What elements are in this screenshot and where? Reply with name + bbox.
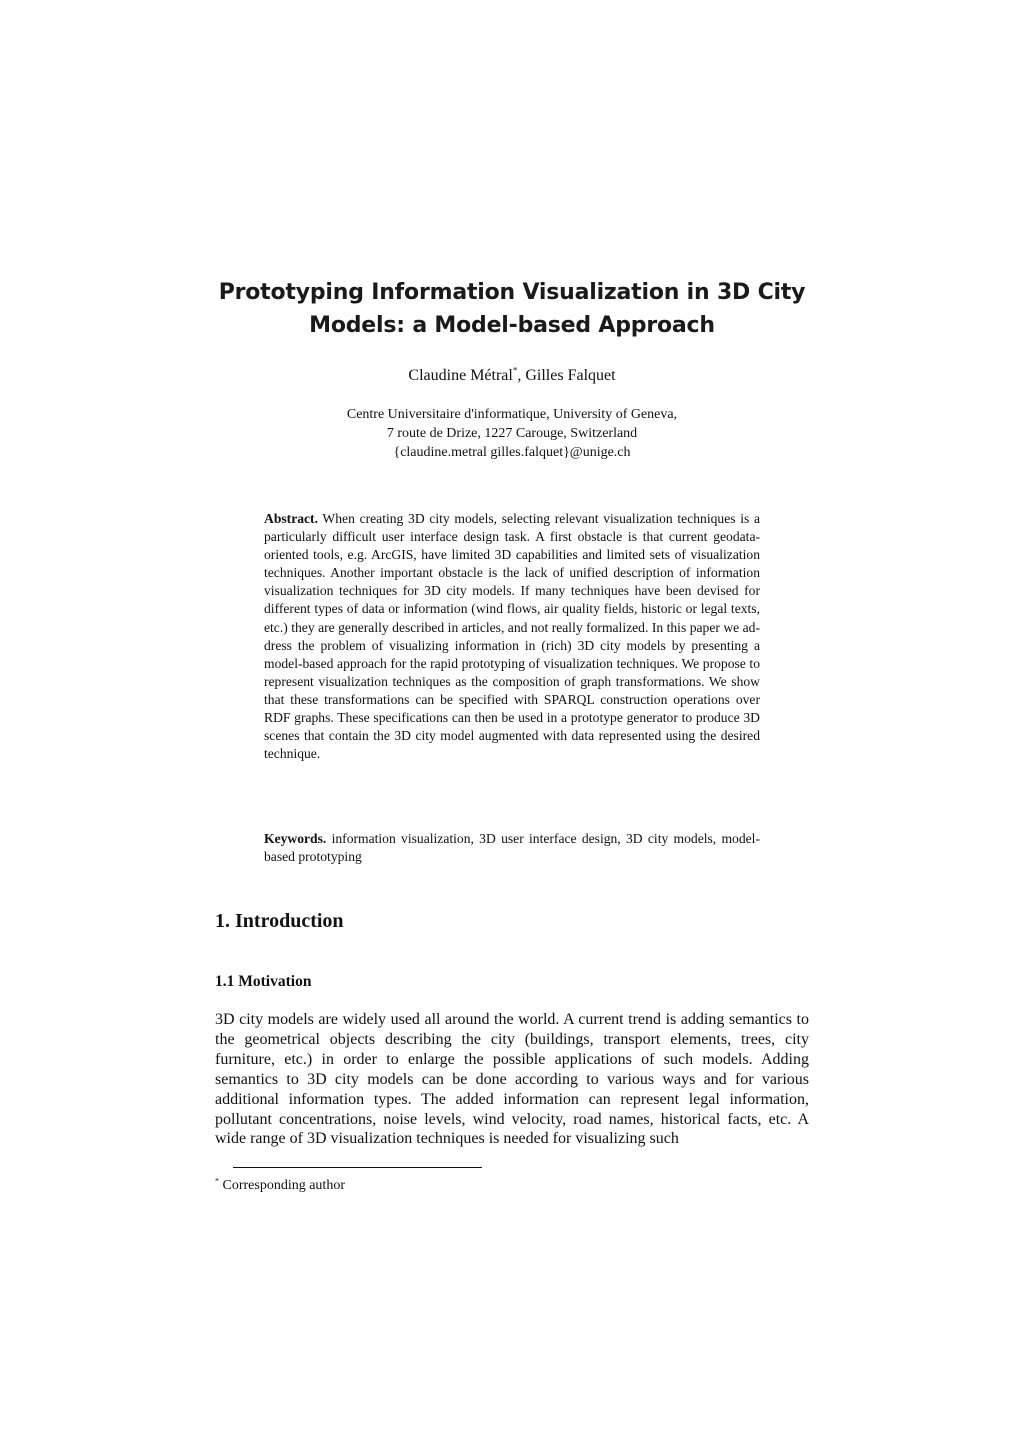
author-separator: , <box>517 367 526 384</box>
paper-title-line-1: Prototyping Information Visualization in 3D City <box>218 280 806 305</box>
abstract-paragraph <box>264 510 760 763</box>
author-name-2: Gilles Falquet <box>525 367 616 384</box>
keywords-text: information visualization, 3D user interface design, 3D city models, model-based prototyping <box>264 831 760 865</box>
author-list <box>212 366 812 386</box>
keywords-label: Keywords. <box>264 831 327 846</box>
affiliation-block <box>212 405 812 462</box>
keywords-paragraph <box>264 830 760 866</box>
introduction-paragraph: 3D city models are widely used all around the world. A current trend is adding semantics to the geometrical objects describing the city (buildings, transport elements, trees, city furniture, etc.) in order to enlarge the possible applications of such models. Adding semantics to 3D city models can be done according to various ways and for various additional information types. The added information can represent legal information, pollutant concentrations, noise levels, wind velocity, road names, historical facts, etc. A wide range of 3D visualization techniques is needed for visualizing such <box>215 1011 809 1148</box>
footnote-divider <box>233 1167 482 1168</box>
author-emails: {claudine.metral gilles.falquet}@unige.ch <box>393 445 631 460</box>
abstract-text: When creating 3D city models, selecting relevant visualization techniques is a particularly difficult user interface design task. A first obstacle is that current geodata-oriented tools, e.g. ArcGIS, have limited 3D capabilities and limited sets of visualization techniques. Another important obstacle is the lack of unified description of information visualization techniques for 3D city models. If many techniques have been devised for different types of data or information (wind flows, air quality fields, historic or legal texts, etc.) they are generally described in articles, and not really formalized. In this paper we address the problem of visualizing information in (rich) 3D city models by presenting a model-based approach for the rapid prototyping of visualization techniques. We propose to represent visualization techniques as the composition of graph transformations. We show that these transformations can be specified with SPARQL construction operations over RDF graphs. These specifications can then be used in a prototype generator to produce 3D scenes that contain the 3D city model augmented with data represented using the desired technique. <box>264 511 760 762</box>
section-heading-introduction: 1. Introduction <box>215 910 344 932</box>
abstract-label: Abstract. <box>264 511 318 526</box>
subsection-heading-motivation: 1.1 Motivation <box>215 973 312 990</box>
corresponding-author-mark: * <box>512 365 518 376</box>
paper-title <box>160 276 864 342</box>
footnote-mark: * <box>215 1176 219 1186</box>
footnote <box>215 1176 345 1195</box>
author-name-1: Claudine Métral <box>408 367 513 384</box>
affiliation-line-2: 7 route de Drize, 1227 Carouge, Switzerland <box>386 426 638 441</box>
affiliation-line-1: Centre Universitaire d'informatique, University of Geneva, <box>346 407 678 422</box>
footnote-text: Corresponding author <box>219 1178 345 1193</box>
paper-title-line-2: Models: a Model-based Approach <box>309 313 715 338</box>
